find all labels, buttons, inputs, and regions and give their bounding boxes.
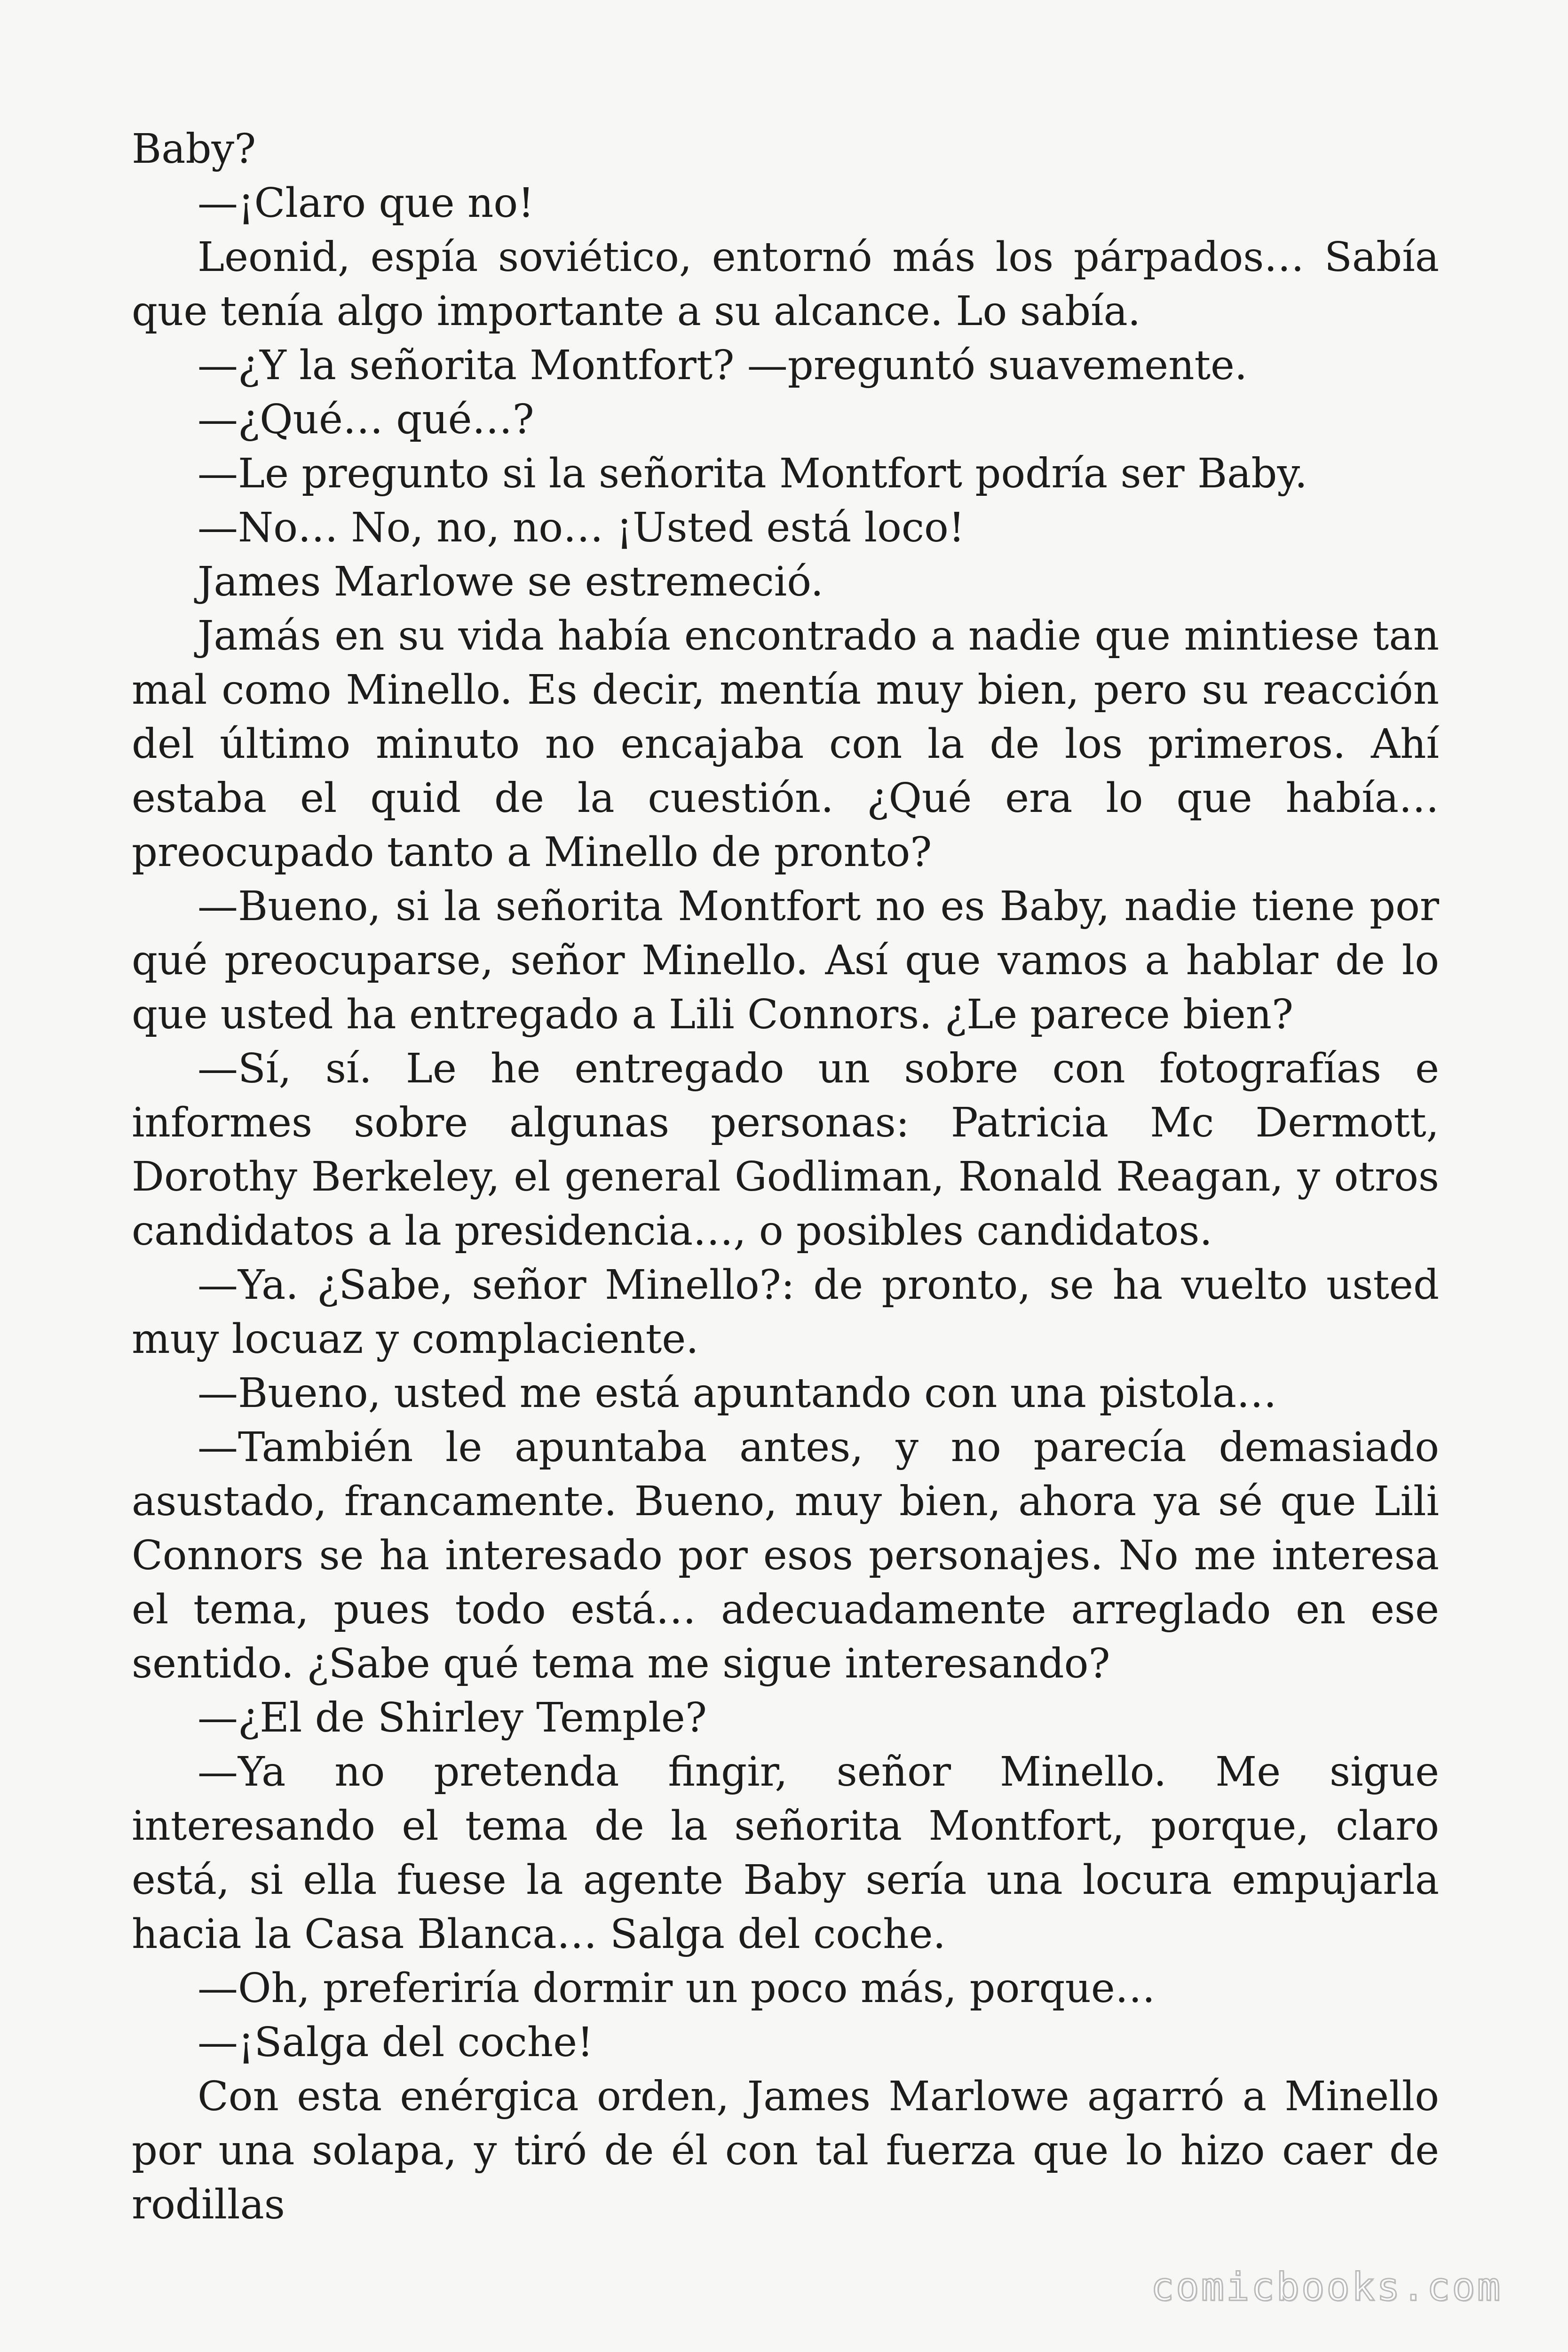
paragraph: Leonid, espía soviético, entornó más los párpados… Sabía que tenía algo importante a su alcance. Lo sabía. (132, 234, 1439, 335)
paragraph: —¿El de Shirley Temple? (198, 1694, 707, 1741)
paragraph: —Ya. ¿Sabe, señor Minello?: de pronto, se ha vuelto usted muy locuaz y complaciente. (132, 1262, 1439, 1363)
book-page-text (132, 122, 1439, 2232)
paragraph: —Le pregunto si la señorita Montfort podría ser Baby. (198, 450, 1307, 497)
source-watermark: comicbooks.com (1150, 2265, 1502, 2310)
paragraph: James Marlowe se estremeció. (198, 558, 824, 605)
paragraph: —Oh, preferiría dormir un poco más, porque… (198, 1965, 1156, 2012)
paragraph: —Sí, sí. Le he entregado un sobre con fotografías e informes sobre algunas personas: Patricia Mc Dermott, Dorothy Berkeley, el general Godliman, Ronald Reagan, y otros candidatos a la presidencia…, o posibles candidatos. (132, 1045, 1439, 1255)
paragraph: Baby? (132, 126, 256, 173)
paragraph: —¿Y la señorita Montfort? —preguntó suavemente. (198, 342, 1248, 389)
paragraph: —¿Qué… qué…? (198, 396, 534, 443)
paragraph: —¡Claro que no! (198, 180, 534, 227)
paragraph: —Bueno, usted me está apuntando con una pistola… (198, 1370, 1277, 1417)
paragraph: Jamás en su vida había encontrado a nadie que mintiese tan mal como Minello. Es decir, mentía muy bien, pero su reacción del último minuto no encajaba con la de los primeros. Ahí estaba el quid de la cuestión. ¿Qué era lo que había… preocupado tanto a Minello de pronto? (132, 612, 1439, 876)
paragraph: —También le apuntaba antes, y no parecía demasiado asustado, francamente. Bueno, muy bien, ahora ya sé que Lili Connors se ha interesado por esos personajes. No me interesa el tema, pues todo está… adecuadamente arreglado en ese sentido. ¿Sabe qué tema me sigue interesando? (132, 1424, 1439, 1687)
paragraph: —Bueno, si la señorita Montfort no es Baby, nadie tiene por qué preocuparse, señor Minello. Así que vamos a hablar de lo que usted ha entregado a Lili Connors. ¿Le parece bien? (132, 883, 1439, 1038)
paragraph: —No… No, no, no… ¡Usted está loco! (198, 504, 965, 551)
paragraph: —¡Salga del coche! (198, 2019, 594, 2066)
paragraph: —Ya no pretenda fingir, señor Minello. Me sigue interesando el tema de la señorita Montfort, porque, claro está, si ella fuese la agente Baby sería una locura empujarla hacia la Casa Blanca… Salga del coche. (132, 1748, 1439, 1958)
paragraph: Con esta enérgica orden, James Marlowe agarró a Minello por una solapa, y tiró de él con tal fuerza que lo hizo caer de rodillas (132, 2073, 1439, 2228)
